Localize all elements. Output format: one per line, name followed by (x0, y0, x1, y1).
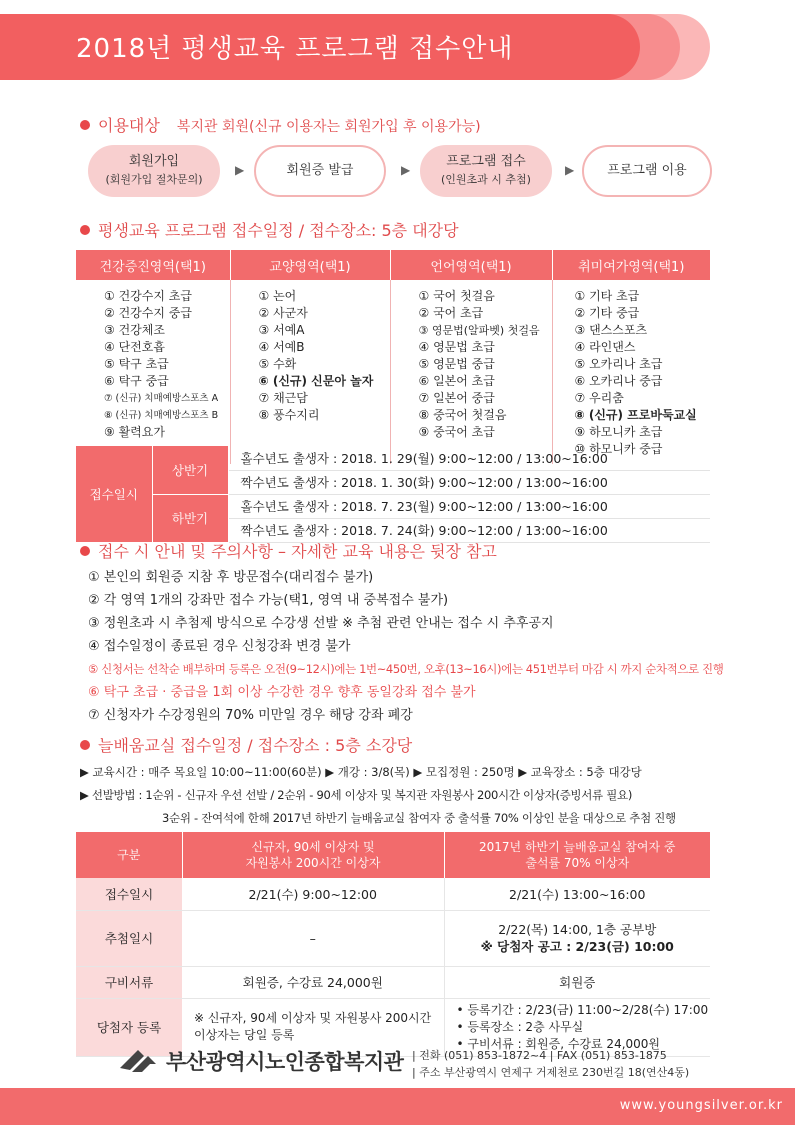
banner-stripe (640, 14, 710, 80)
cell: 2/21(수) 13:00~16:00 (444, 878, 710, 910)
footer-bar (0, 1088, 795, 1125)
program-item: ① 국어 첫걸음 (418, 289, 495, 303)
section-schedule (80, 218, 459, 241)
schedule-row: 짝수년도 출생자 : 2018. 1. 30(화) 9:00~12:00 / 13:00~16:00 (228, 470, 710, 494)
row-label: 당첨자 등록 (76, 998, 182, 1056)
note-item: ⑥ 탁구 초급 · 중급을 1회 이상 수강한 경우 향후 동일강좌 접수 불가 (88, 685, 476, 700)
winner-notice: ※ 당첨자 공고 : 2/23(금) 10:00 (480, 939, 674, 954)
program-item: ⑦ 우리춤 (574, 391, 624, 405)
section-class (80, 733, 412, 756)
section-label: 평생교육 프로그램 접수일정 / 접수장소: 5층 대강당 (98, 221, 459, 240)
cell-line: • 등록기간 : 2/23(금) 11:00~2/28(수) 17:00 (456, 1002, 709, 1017)
step-title: 프로그램 이용 (607, 163, 687, 178)
col-header: 2017년 하반기 늘배움교실 참여자 중 출석률 70% 이상자 (444, 832, 710, 878)
section-label: 늘배움교실 접수일정 / 접수장소 : 5층 소강당 (98, 736, 413, 755)
schedule-label: 접수일시 (76, 446, 152, 542)
program-item: ② 국어 초급 (418, 306, 484, 320)
arrow-icon: ▶ (235, 163, 245, 177)
cell-line: 2/22(목) 14:00, 1층 공부방 (498, 922, 657, 937)
row-label: 구비서류 (76, 966, 182, 998)
col-header: 건강증진영역(택1) (76, 250, 230, 280)
flow-step-apply (420, 145, 552, 197)
program-item: ⑥ (신규) 신문아 놀자 (258, 374, 374, 388)
step-title: 프로그램 접수 (446, 154, 526, 169)
program-item: ⑤ 탁구 초급 (104, 357, 169, 371)
program-item: ⑧ (신규) 치매예방스포츠 B (104, 410, 219, 421)
section-label: 접수 시 안내 및 주의사항 – 자세한 교육 내용은 뒷장 참고 (98, 542, 497, 561)
step-title: 회원가입 (128, 154, 180, 169)
arrow-icon: ▶ (401, 163, 411, 177)
flow-step-use (582, 145, 712, 197)
info-line: 3순위 - 잔여석에 한해 2017년 하반기 늘배움교실 참여자 중 출석률 70% 이상인 분을 대상으로 추첨 진행 (162, 811, 676, 825)
contact-info (412, 1047, 689, 1081)
bullet-icon (80, 120, 90, 130)
step-sub: (인원초과 시 추첨) (441, 173, 531, 186)
program-item: ⑨ 중국어 초급 (418, 425, 495, 439)
schedule-row: 홀수년도 출생자 : 2018. 7. 23(월) 9:00~12:00 / 13:00~16:00 (228, 494, 710, 518)
note-item: ④ 접수일정이 종료된 경우 신청강좌 변경 불가 (88, 639, 351, 654)
cell: 2/21(수) 9:00~12:00 (182, 878, 444, 910)
flow-step-card (254, 145, 386, 197)
contact-line: | 전화 (051) 853-1872~4 | FAX (051) 853-1875 (412, 1049, 667, 1062)
note-item: ⑤ 신청서는 선착순 배부하며 등록은 오전(9~12시)에는 1번~450번, 오후(13~16시)에는 451번부터 마감 시 까지 순차적으로 진행 (88, 662, 724, 676)
program-item: ③ 건강체조 (104, 323, 165, 337)
col-header: 언어영역(택1) (390, 250, 552, 280)
program-item: ⑦ (신규) 치매예방스포츠 A (104, 393, 219, 404)
program-item: ⑦ 채근담 (258, 391, 308, 405)
program-item: ④ 단전호흡 (104, 340, 165, 354)
section-notes (80, 539, 497, 562)
section-target (80, 113, 481, 136)
program-item: ⑧ 중국어 첫걸음 (418, 408, 507, 422)
program-item: ⑥ 탁구 중급 (104, 374, 169, 388)
col-header: 취미여가영역(택1) (552, 250, 710, 280)
col-header: 구분 (76, 832, 182, 878)
cell (444, 910, 710, 966)
cell-line: • 구비서류 : 회원증, 수강료 24,000원 (456, 1036, 661, 1051)
program-item: ② 기타 중급 (574, 306, 640, 320)
program-item: ② 건강수지 중급 (104, 306, 192, 320)
row-label: 추첨일시 (76, 910, 182, 966)
program-item: ③ 댄스스포츠 (574, 323, 648, 337)
col-header: 신규자, 90세 이상자 및 자원봉사 200시간 이상자 (182, 832, 444, 878)
program-col (552, 280, 710, 464)
program-item: ① 논어 (258, 289, 297, 303)
half-label: 상반기 (152, 446, 228, 494)
program-item: ⑥ 오카리나 중급 (574, 374, 663, 388)
program-item: ④ 라인댄스 (574, 340, 636, 354)
bullet-icon (80, 740, 90, 750)
header-banner (0, 14, 795, 80)
program-item: ⑨ 하모니카 초급 (574, 425, 663, 439)
cell: 회원증 (444, 966, 710, 998)
cell: – (182, 910, 444, 966)
note-item: ① 본인의 회원증 지참 후 방문접수(대리접수 불가) (88, 570, 374, 585)
note-item: ② 각 영역 1개의 강좌만 접수 가능(택1, 영역 내 중복접수 불가) (88, 593, 449, 608)
org-name: 부산광역시노인종합복지관 (166, 1050, 404, 1074)
class-info (80, 761, 676, 830)
logo-icon (118, 1046, 158, 1076)
cell: ※ 신규자, 90세 이상자 및 자원봉사 200시간 이상자는 당일 등록 (182, 998, 444, 1056)
info-line: ▶ 교육시간 : 매주 목요일 10:00~11:00(60분) ▶ 개강 : 3/8(목) ▶ 모집정원 : 250명 ▶ 교육장소 : 5층 대강당 (80, 765, 642, 779)
program-item: ⑦ 일본어 중급 (418, 391, 495, 405)
program-item: ④ 서예B (258, 340, 305, 354)
program-item: ⑧ 풍수지리 (258, 408, 320, 422)
bullet-icon (80, 546, 90, 556)
notes-list (88, 566, 723, 727)
program-col (230, 280, 390, 464)
program-item: ⑤ 오카리나 초급 (574, 357, 663, 371)
class-table (76, 832, 710, 1057)
program-item: ⑩ 하모니카 중급 (574, 442, 663, 456)
info-line: ▶ 선발방법 : 1순위 - 신규자 우선 선발 / 2순위 - 90세 이상자 및 복지관 자원봉사 200시간 이상자(증빙서류 필요) (80, 788, 633, 802)
note-item: ⑦ 신청자가 수강정원의 70% 미만일 경우 해당 강좌 폐강 (88, 708, 413, 723)
program-item: ⑧ (신규) 프로바둑교실 (574, 408, 697, 422)
program-item: ⑤ 수화 (258, 357, 297, 371)
row-label: 접수일시 (76, 878, 182, 910)
program-item: ③ 서예A (258, 323, 305, 337)
program-item: ④ 영문법 초급 (418, 340, 495, 354)
schedule-row: 짝수년도 출생자 : 2018. 7. 24(화) 9:00~12:00 / 13:00~16:00 (228, 518, 710, 542)
program-item: ⑨ 활력요가 (104, 425, 165, 439)
program-table (76, 250, 710, 464)
program-item: ⑥ 일본어 초급 (418, 374, 495, 388)
flow-step-signup (88, 145, 220, 197)
schedule-row: 홀수년도 출생자 : 2018. 1. 29(월) 9:00~12:00 / 13:00~16:00 (228, 446, 710, 470)
schedule-table (76, 446, 710, 543)
half-label: 하반기 (152, 494, 228, 542)
cell-line: • 등록장소 : 2층 사무실 (456, 1019, 584, 1034)
page-title: 2018년 평생교육 프로그램 접수안내 (76, 34, 514, 64)
program-item: ① 건강수지 초급 (104, 289, 192, 303)
program-item: ② 사군자 (258, 306, 308, 320)
bullet-icon (80, 225, 90, 235)
section-label: 이용대상 (98, 116, 160, 135)
program-col (390, 280, 552, 464)
section-text: 복지관 회원(신규 이용자는 회원가입 후 이용가능) (176, 119, 481, 135)
program-item: ③ 영문법(알파벳) 첫걸음 (418, 324, 540, 337)
arrow-icon: ▶ (565, 163, 575, 177)
col-header: 교양영역(택1) (230, 250, 390, 280)
website-url[interactable]: www.youngsilver.or.kr (619, 1098, 783, 1113)
program-item: ① 기타 초급 (574, 289, 640, 303)
program-item: ⑤ 영문법 중급 (418, 357, 495, 371)
program-col (76, 280, 230, 464)
contact-line: | 주소 부산광역시 연제구 거제천로 230번길 18(연산4동) (412, 1066, 690, 1079)
step-sub: (회원가입 절차문의) (105, 173, 203, 186)
org-logo (118, 1046, 403, 1076)
step-title: 회원증 발급 (286, 163, 354, 178)
note-item: ③ 정원초과 시 추첨제 방식으로 수강생 선발 ※ 추첨 관련 안내는 접수 시 추후공지 (88, 616, 554, 631)
cell: 회원증, 수강료 24,000원 (182, 966, 444, 998)
